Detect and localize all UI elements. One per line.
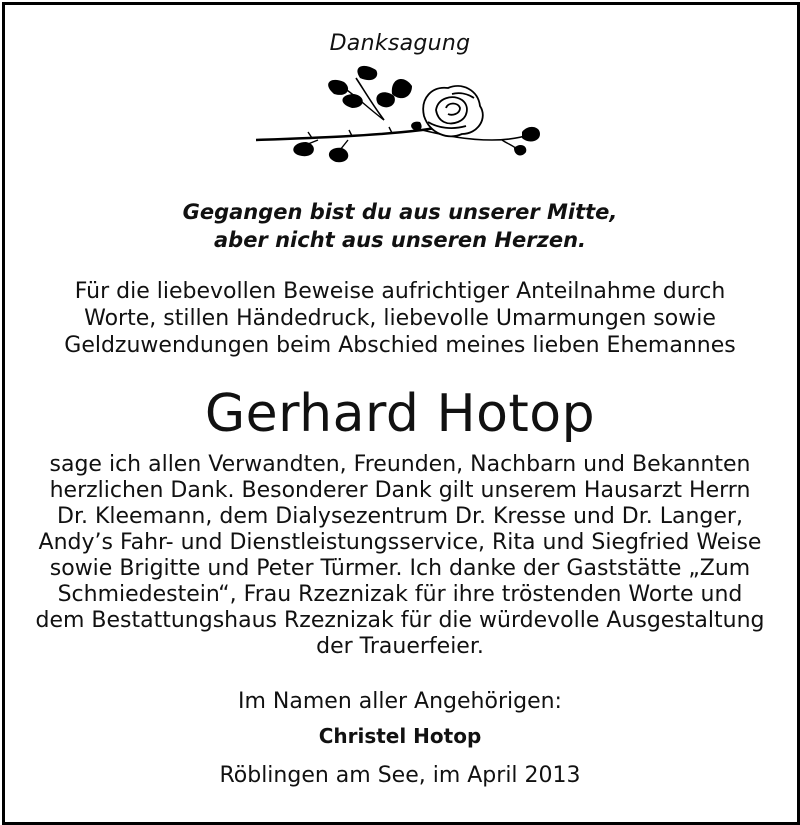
- intro-line: Geldzuwendungen beim Abschied meines lieben Ehemannes: [64, 333, 736, 358]
- memorial-motto: [0, 198, 800, 254]
- signoff-line: Im Namen aller Angehörigen:: [238, 689, 562, 714]
- body-line: sage ich allen Verwandten, Freunden, Nachbarn und Bekannten: [49, 452, 751, 477]
- body-line: Andy’s Fahr- und Dienstleistungsservice, Rita und Siegfried Weise: [38, 530, 762, 555]
- signer-name: Christel Hotop: [318, 724, 482, 748]
- thanks-body-paragraph: [0, 452, 800, 660]
- rose-icon: [252, 64, 548, 168]
- thanks-intro-paragraph: [0, 278, 800, 359]
- body-line: Schmiedestein“, Frau Rzeznizak für ihre tröstenden Worte und: [57, 582, 743, 607]
- body-line: herzlichen Dank. Besonderer Dank gilt unserem Hausarzt Herrn: [49, 478, 751, 503]
- motto-line: aber nicht aus unseren Herzen.: [213, 228, 586, 252]
- notice-heading: Danksagung: [329, 31, 471, 56]
- intro-line: Für die liebevollen Beweise aufrichtiger Anteilnahme durch: [74, 279, 726, 304]
- body-line: dem Bestattungshaus Rzeznizak für die würdevolle Ausgestaltung: [35, 608, 765, 633]
- body-line: der Trauerfeier.: [316, 634, 484, 659]
- body-line: sowie Brigitte und Peter Türmer. Ich danke der Gaststätte „Zum: [49, 556, 751, 581]
- motto-line: Gegangen bist du aus unserer Mitte,: [182, 200, 618, 224]
- body-line: Dr. Kleemann, dem Dialysezentrum Dr. Kresse und Dr. Langer,: [57, 504, 743, 529]
- place-and-date: Röblingen am See, im April 2013: [219, 763, 581, 788]
- deceased-name: Gerhard Hotop: [204, 384, 596, 444]
- intro-line: Worte, stillen Händedruck, liebevolle Umarmungen sowie: [84, 306, 716, 331]
